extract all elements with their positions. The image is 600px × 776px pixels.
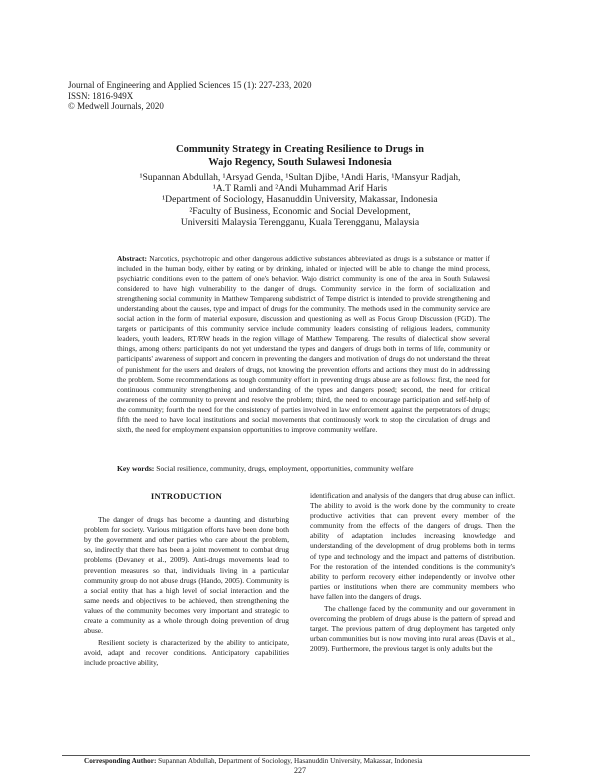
paper-title: [0, 143, 600, 169]
paper-title-line-1: Community Strategy in Creating Resilience to Drugs in: [176, 144, 424, 155]
journal-header: [68, 80, 311, 112]
keywords-text: Social resilience, community, drugs, employment, opportunities, community welfare: [156, 464, 414, 473]
journal-issn: ISSN: 1816-949X: [68, 90, 134, 101]
corresponding-author-text: Supannan Abdullah, Department of Sociology, Hasanuddin University, Makassar, Indonesia: [158, 757, 423, 765]
body-paragraph: Resilient society is characterized by the ability to anticipate, avoid, adapt and recover conditions. Anticipatory capabilities include proactive ability,: [84, 638, 289, 668]
body-paragraph: identification and analysis of the dangers that drug abuse can inflict. The ability to avoid is the work done by the community to create productive activities that can prevent every member of the community from the effects of the dangers of drugs. Then the ability of adaptation includes increasing knowledge and understanding of the development of drug problems both in terms of type and technology and the impact and patterns of distribution. For the restoration of the intended conditions is the community's ability to perform recovery either independently or involve other parties or institutions when there are community members who have fallen into the dangers of drugs.: [310, 491, 515, 601]
section-heading-introduction: INTRODUCTION: [150, 491, 223, 501]
paper-title-line-2: Wajo Regency, South Sulawesi Indonesia: [208, 157, 392, 168]
abstract-text: Narcotics, psychotropic and other dangerous addictive substances abbreviated as drugs is a substance or matter if included in the human body, either by eating or by drinking, inhaled or injected will be able to change the mind process, psychiatric conditions even to the pattern of one's behavior. Wajo district community is one of the area in South Sulawesi considered to have high vulnerability to the danger of drugs. Community service in the form of socialization and strengthening social community in Matthew Tempareng subdistrict of Tempe district is intended to provide strengthening and understanding about the causes, type and impact of drugs for the community. The methods used in the community service are social action in the form of material exposure, discussion and questioning as well as Focus Group Discussion (FGD). The targets or participants of this community service include community leaders consisting of religious leaders, community leaders, youth leaders, RT/RW heads in the region village of Matthew Tempareng. The results of dialectical show several things, among others: participants do not yet understand the types and dangers of drugs both in terms of life, community or participants' awareness of support and concern in preventing the dangers and motivation of drugs do not understand the threat of punishment for the users and dealers of drugs, not knowing the prevention efforts and actions they must do in addressing the problem. Some recommendations as tough community effort in preventing drugs abuse are as follows: first, the need for continuous community strengthening and understanding of the types and dangers posed; second, the need for critical awareness of the community to prevent and resolve the problem; third, the need to encourage participation and self-help of the community; fourth the need for the consistency of parties involved in law enforcement against the perpetrators of drugs; fifth the need to have local institutions and social movements that continuously work to stop the circulation of drugs and sixth, the need for employment expansion opportunities to improve community welfare.: [117, 254, 490, 434]
affiliation-2: ²Faculty of Business, Economic and Social Development,: [189, 205, 411, 217]
body-paragraph: The challenge faced by the community and our government in overcoming the problem of drugs abuse is the pattern of spread and target. The previous pattern of drug deployment has targeted only urban communities but is now moving into rural areas (Davis et al., 2009). Furthermore, the previous target is only adults but the: [310, 604, 515, 654]
abstract: [117, 254, 490, 435]
author-block: [0, 172, 600, 228]
affiliation-2-university: Universiti Malaysia Terengganu, Kuala Terengganu, Malaysia: [180, 216, 420, 228]
body-column-right: [310, 491, 515, 657]
journal-citation: Journal of Engineering and Applied Sciences 15 (1): 227-233, 2020: [68, 80, 312, 90]
body-column-left: [84, 491, 289, 671]
body-paragraph: The danger of drugs has become a daunting and disturbing problem for society. Various mitigation efforts have been done both by the government and other parties who care about the problem, so, indirectly that there has been a joint movement to combat drug problems (Devaney et al., 2009). Anti-drugs movements lead to prevention measures so that, individuals living in a particular community group do not abuse drugs (Hando, 2005). Community is a social entity that has a high level of social interaction and the same needs and objectives to be achieved, then strengthening the values of the community becomes very important and strategic to create a community as a whole through doing prevention of drug abuse.: [84, 515, 289, 636]
keywords: [117, 464, 490, 474]
affiliation-1: ¹Department of Sociology, Hasanuddin University, Makassar, Indonesia: [162, 194, 438, 206]
abstract-label: Abstract:: [117, 254, 147, 263]
author-names-line-1: ¹Supannan Abdullah, ¹Arsyad Genda, ¹Sultan Djibe, ¹Andi Haris, ¹Mansyur Radjah,: [139, 172, 461, 183]
corresponding-author: [84, 757, 422, 766]
journal-copyright: © Medwell Journals, 2020: [68, 101, 164, 111]
keywords-label: Key words:: [117, 464, 155, 473]
page-number: 227: [294, 766, 306, 775]
author-names-line-2: ¹A.T Ramli and ²Andi Muhammad Arif Haris: [212, 183, 388, 195]
footer-divider: [62, 755, 530, 756]
corresponding-author-label: Corresponding Author:: [84, 757, 157, 765]
